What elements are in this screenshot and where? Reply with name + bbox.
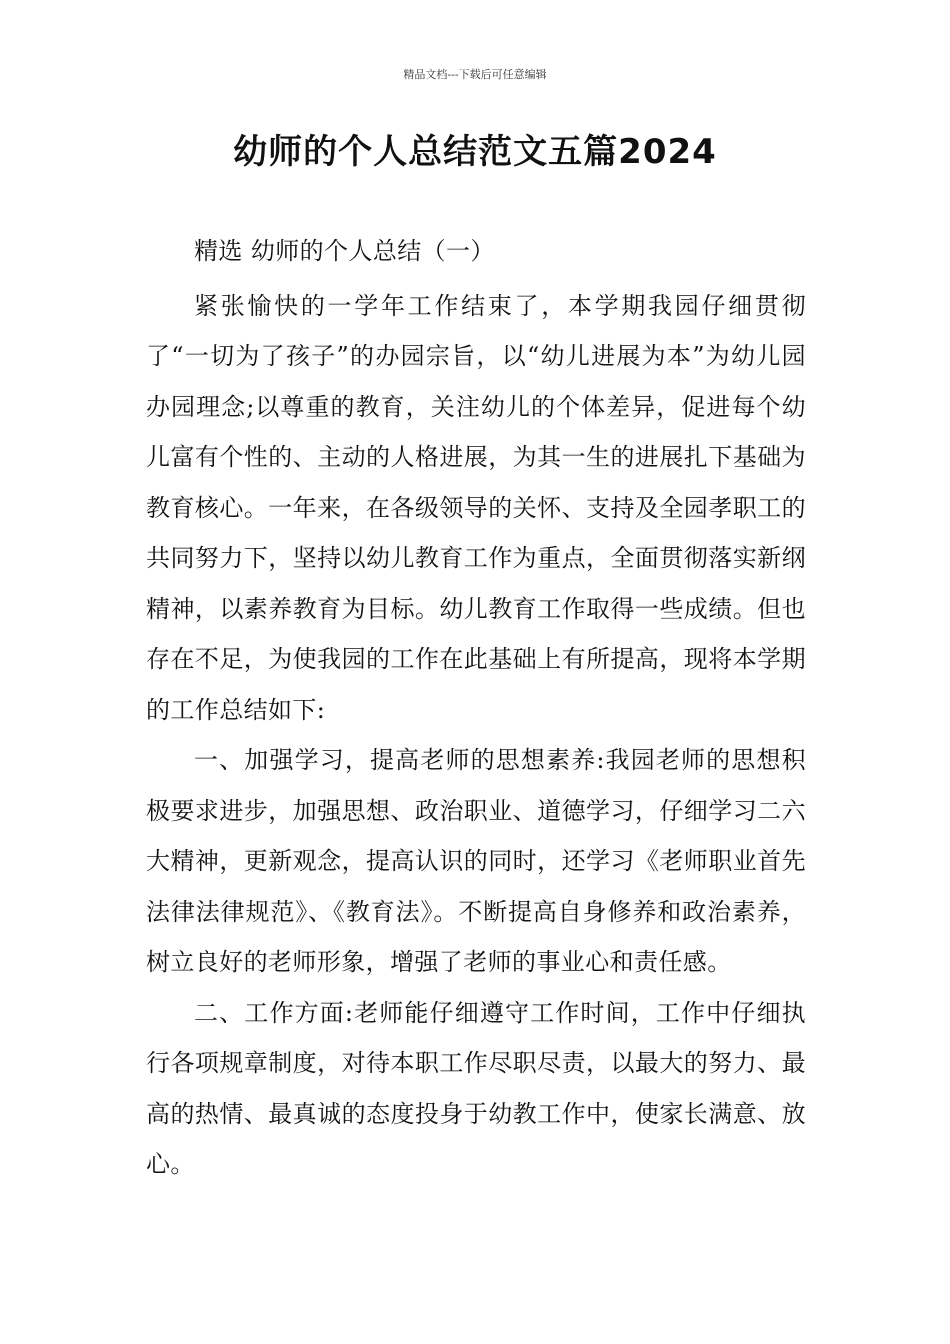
document-title: 幼师的个人总结范文五篇2024 xyxy=(233,132,717,172)
document-body xyxy=(146,226,806,1190)
paragraph-intro: 紧张愉快的一学年工作结束了，本学期我园仔细贯彻了“一切为了孩子”的办园宗旨，以“幼儿进展为本”为幼儿园办园理念;以尊重的教育，关注幼儿的个体差异，促进每个幼儿富有个性的、主动的人格进展，为其一生的进展扎下基础为教育核心。一年来，在各级领导的关怀、支持及全园孝职工的共同努力下，坚持以幼儿教育工作为重点，全面贯彻落实新纲精神，以素养教育为目标。幼儿教育工作取得一些成绩。但也存在不足，为使我园的工作在此基础上有所提高，现将本学期的工作总结如下: xyxy=(146,291,806,724)
section-heading: 精选 幼师的个人总结（一） xyxy=(194,237,495,265)
header-note: 精品文档---下载后可任意编辑 xyxy=(403,68,547,81)
paragraph-work: 二、工作方面:老师能仔细遵守工作时间，工作中仔细执行各项规章制度，对待本职工作尽职尽责，以最大的努力、最高的热情、最真诚的态度投身于幼教工作中，使家长满意、放心。 xyxy=(146,998,806,1178)
paragraph-study: 一、加强学习，提高老师的思想素养:我园老师的思想积极要求进步，加强思想、政治职业、道德学习，仔细学习二六大精神，更新观念，提高认识的同时，还学习《老师职业首先法律法律规范》、《教育法》。不断提高自身修养和政治素养，树立良好的老师形象，增强了老师的事业心和责任感。 xyxy=(146,746,806,976)
